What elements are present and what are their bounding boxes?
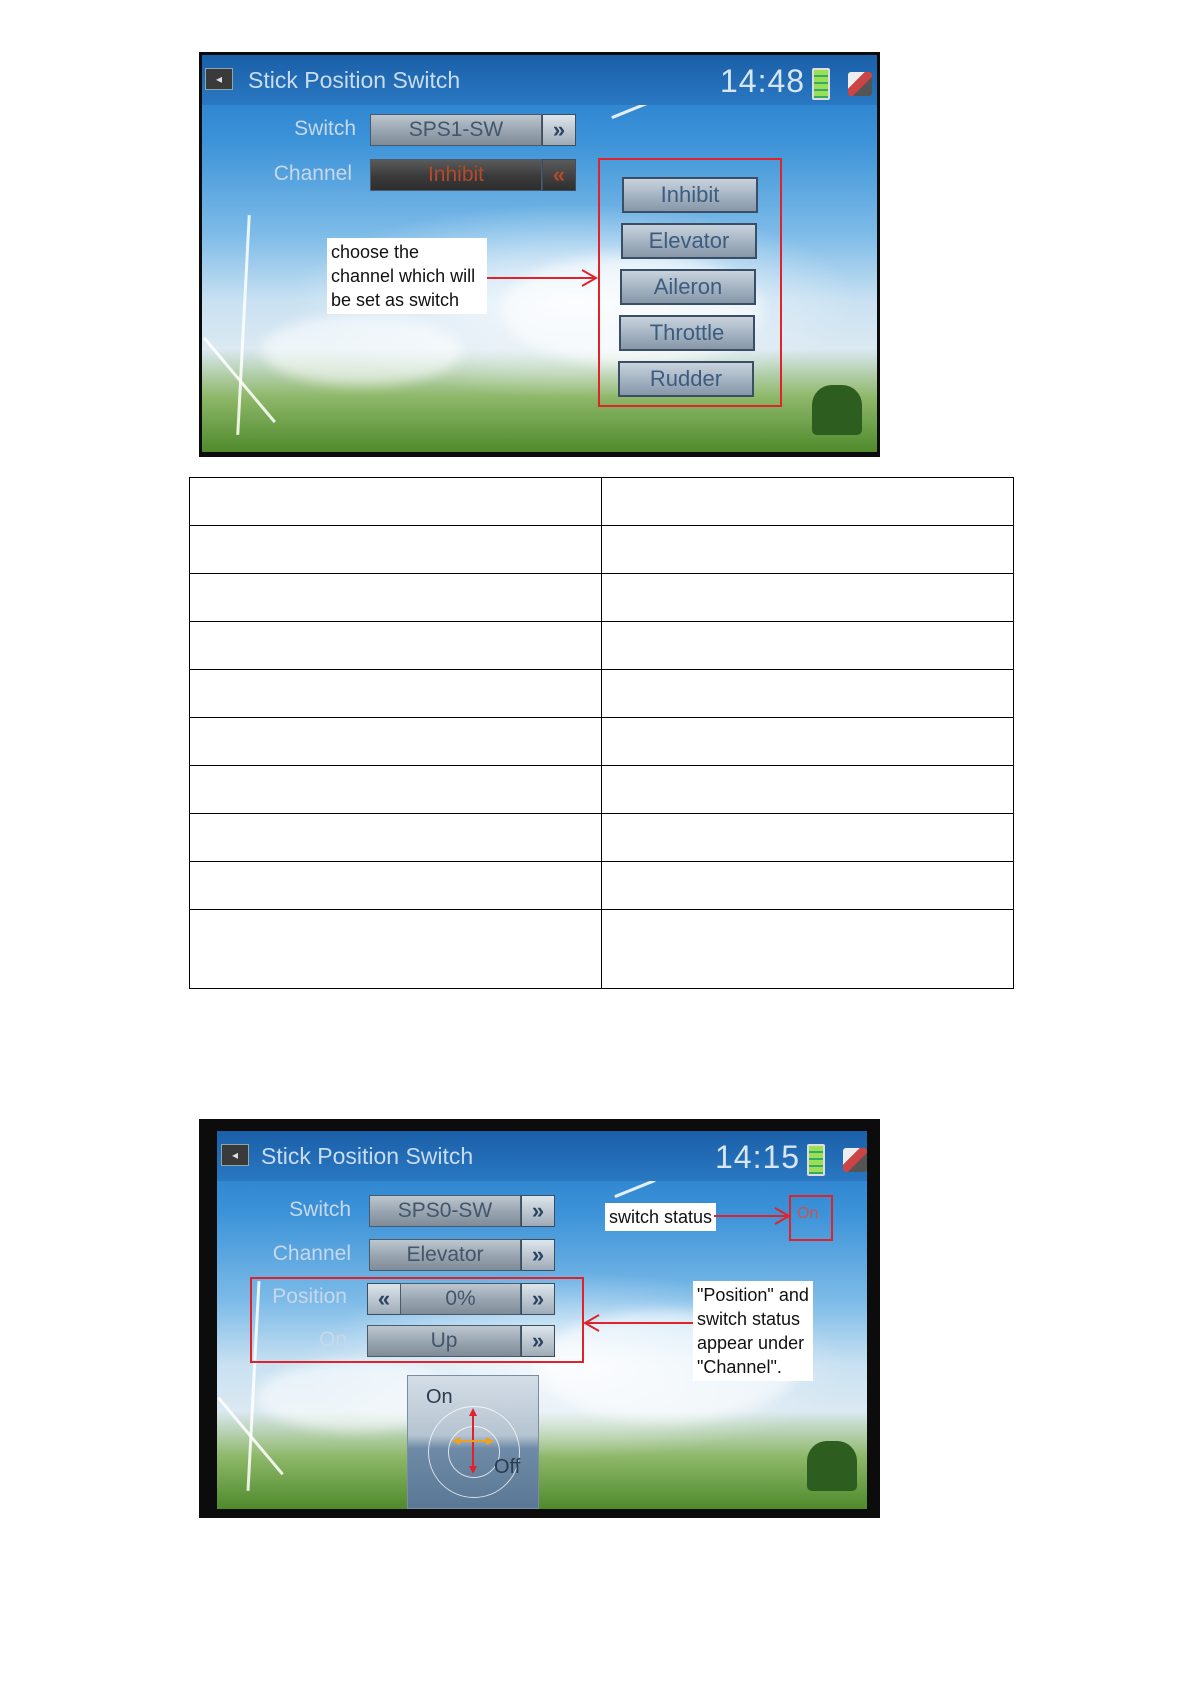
channel-select[interactable]: Elevator	[369, 1239, 521, 1271]
table-row	[190, 526, 1014, 574]
back-icon[interactable]: ◂	[221, 1144, 249, 1166]
table-row	[190, 670, 1014, 718]
table-row	[190, 718, 1014, 766]
switch-status-value: On	[797, 1205, 819, 1222]
screenshot-position-switch	[199, 1119, 880, 1518]
tree	[812, 385, 862, 435]
settings-tool-icon[interactable]	[848, 72, 872, 96]
device-screen	[217, 1131, 867, 1509]
table-cell	[602, 670, 1014, 718]
table-row	[190, 910, 1014, 989]
table-cell	[190, 814, 602, 862]
annotation-choose-channel: choose the channel which will be set as switch	[327, 238, 487, 314]
table-cell	[602, 574, 1014, 622]
battery-icon	[807, 1144, 825, 1176]
switch-next-button[interactable]: »	[542, 114, 576, 146]
cloud	[262, 315, 462, 385]
wind-turbine	[236, 215, 251, 435]
position-value[interactable]: 0%	[400, 1283, 521, 1315]
table-cell	[190, 766, 602, 814]
table-row	[190, 574, 1014, 622]
parameter-table	[189, 477, 1014, 989]
table-cell	[602, 526, 1014, 574]
option-throttle[interactable]: Throttle	[619, 315, 755, 351]
table-row	[190, 622, 1014, 670]
annotation-position-status: "Position" and switch status appear under "Channel".	[693, 1281, 813, 1381]
table-cell	[190, 862, 602, 910]
annotation-arrow	[585, 1322, 693, 1324]
option-rudder[interactable]: Rudder	[618, 361, 754, 397]
switch-select[interactable]: SPS1-SW	[370, 114, 542, 146]
stick-crosshair-icon	[448, 1406, 498, 1476]
table-cell	[602, 622, 1014, 670]
table-cell	[190, 622, 602, 670]
table-cell	[190, 478, 602, 526]
option-elevator[interactable]: Elevator	[621, 223, 757, 259]
battery-icon	[812, 68, 830, 100]
table-cell	[190, 526, 602, 574]
table-row	[190, 766, 1014, 814]
switch-label: Switch	[294, 117, 356, 140]
table-row	[190, 814, 1014, 862]
airplane-icon	[614, 1179, 656, 1198]
position-increase-button[interactable]: »	[521, 1283, 555, 1315]
channel-label: Channel	[273, 162, 352, 185]
back-icon[interactable]: ◂	[205, 68, 233, 90]
settings-tool-icon[interactable]	[843, 1148, 867, 1172]
annotation-arrow	[487, 277, 595, 279]
table-row	[190, 478, 1014, 526]
screenshot-channel-select	[199, 52, 880, 457]
table-cell	[190, 718, 602, 766]
clock: 14:15	[715, 1139, 801, 1175]
table-row	[190, 862, 1014, 910]
table-cell	[602, 814, 1014, 862]
arrow-head-icon	[773, 1206, 793, 1226]
table-cell	[602, 718, 1014, 766]
table-cell	[602, 478, 1014, 526]
table-cell	[190, 910, 602, 989]
position-decrease-button[interactable]: «	[367, 1283, 401, 1315]
device-screen	[202, 55, 877, 452]
arrow-head-icon	[581, 1313, 601, 1333]
page-title: Stick Position Switch	[248, 67, 461, 93]
on-label: On	[318, 1328, 347, 1351]
channel-label: Channel	[272, 1242, 351, 1265]
table-cell	[190, 574, 602, 622]
pad-off-label: Off	[494, 1456, 521, 1478]
pad-on-label: On	[426, 1386, 453, 1408]
switch-label: Switch	[289, 1198, 351, 1221]
on-direction-next-button[interactable]: »	[521, 1325, 555, 1357]
table-cell	[190, 670, 602, 718]
table-cell	[602, 862, 1014, 910]
channel-prev-button[interactable]: «	[542, 159, 576, 191]
stick-position-pad[interactable]	[407, 1375, 539, 1509]
table-cell	[602, 910, 1014, 989]
clock: 14:48	[720, 63, 806, 99]
option-inhibit[interactable]: Inhibit	[622, 177, 758, 213]
option-aileron[interactable]: Aileron	[620, 269, 756, 305]
channel-next-button[interactable]: »	[521, 1239, 555, 1271]
position-label: Position	[272, 1285, 347, 1308]
table-cell	[602, 766, 1014, 814]
arrow-head-icon	[580, 268, 600, 288]
switch-select[interactable]: SPS0-SW	[369, 1195, 521, 1227]
annotation-switch-status: switch status	[605, 1203, 716, 1231]
channel-select[interactable]: Inhibit	[370, 159, 542, 191]
page-title: Stick Position Switch	[261, 1143, 474, 1169]
switch-next-button[interactable]: »	[521, 1195, 555, 1227]
on-direction-select[interactable]: Up	[367, 1325, 521, 1357]
tree	[807, 1441, 857, 1491]
